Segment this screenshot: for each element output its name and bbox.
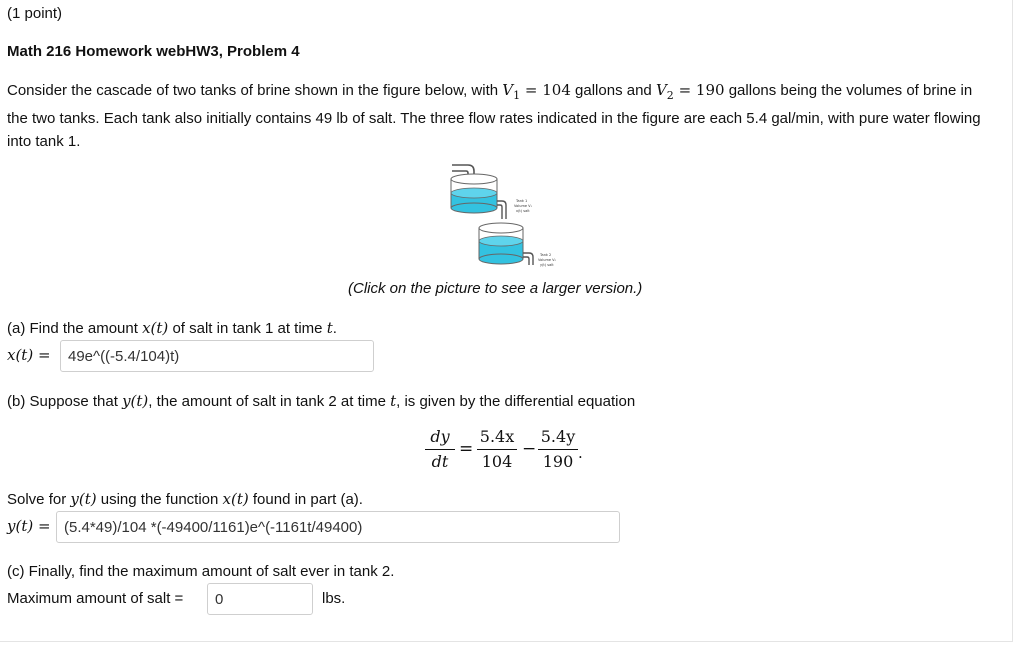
equation-period: .: [578, 444, 583, 462]
v1-var: $V_1$: [502, 81, 521, 102]
part-a-label: x(t) =: [7, 346, 51, 364]
tank1-label: Tank 1: [516, 199, 528, 203]
tank2-label: Tank 2: [540, 253, 552, 257]
v2-var: $V_2$: [655, 81, 674, 102]
intro-text-2: gallons and: [570, 82, 656, 99]
part-c-answer-input[interactable]: [207, 583, 313, 615]
tank2-salt-label: y(t) salt: [540, 263, 554, 267]
part-b-answer-input[interactable]: [56, 511, 620, 543]
part-c-label: Maximum amount of salt =: [7, 590, 184, 607]
problem-intro: [7, 79, 997, 153]
minus-sign: −: [522, 439, 537, 459]
intro-text-3: gallons being the volumes of brine in the two tanks. Each tank also initially contains 49 lb of salt. The three flow rates indicated in the figure are each 5.4 gal/min, with pure water flowing into tank 1.: [7, 82, 981, 150]
tank1-salt-label: x(t) salt: [516, 209, 530, 213]
fraction-x: 5.4x 104: [477, 426, 517, 473]
tank-figure[interactable]: [444, 161, 559, 277]
fraction-y: 5.4y 190: [538, 426, 578, 473]
point-value: (1 point): [7, 5, 63, 22]
tank2-volume-label: Volume V₂: [538, 258, 556, 262]
part-b-label: y(t) =: [7, 517, 51, 535]
tank1-volume-label: Volume V₁: [514, 204, 532, 208]
part-a-answer-input[interactable]: [60, 340, 374, 372]
v2-value: = 190: [673, 81, 725, 99]
figure-caption[interactable]: (Click on the picture to see a larger version.): [348, 280, 643, 297]
part-a-prompt: (a) Find the amount x(t) of salt in tank 1 at time t.: [7, 319, 337, 337]
part-c-unit: lbs.: [322, 590, 346, 607]
v1-value: = 104: [520, 81, 571, 99]
part-b-prompt: (b) Suppose that y(t), the amount of salt in tank 2 at time t, is given by the differential equation: [7, 392, 636, 410]
tank-cascade-diagram[interactable]: [444, 161, 559, 277]
part-b-solve-prompt: Solve for y(t) using the function x(t) found in part (a).: [7, 490, 363, 508]
equals-sign: =: [459, 439, 474, 459]
part-c-prompt: (c) Finally, find the maximum amount of salt ever in tank 2.: [7, 563, 395, 580]
dy-dt-fraction: dy dt: [425, 426, 455, 473]
problem-title: Math 216 Homework webHW3, Problem 4: [7, 43, 300, 60]
intro-text-1: Consider the cascade of two tanks of brine shown in the figure below, with: [7, 82, 503, 99]
